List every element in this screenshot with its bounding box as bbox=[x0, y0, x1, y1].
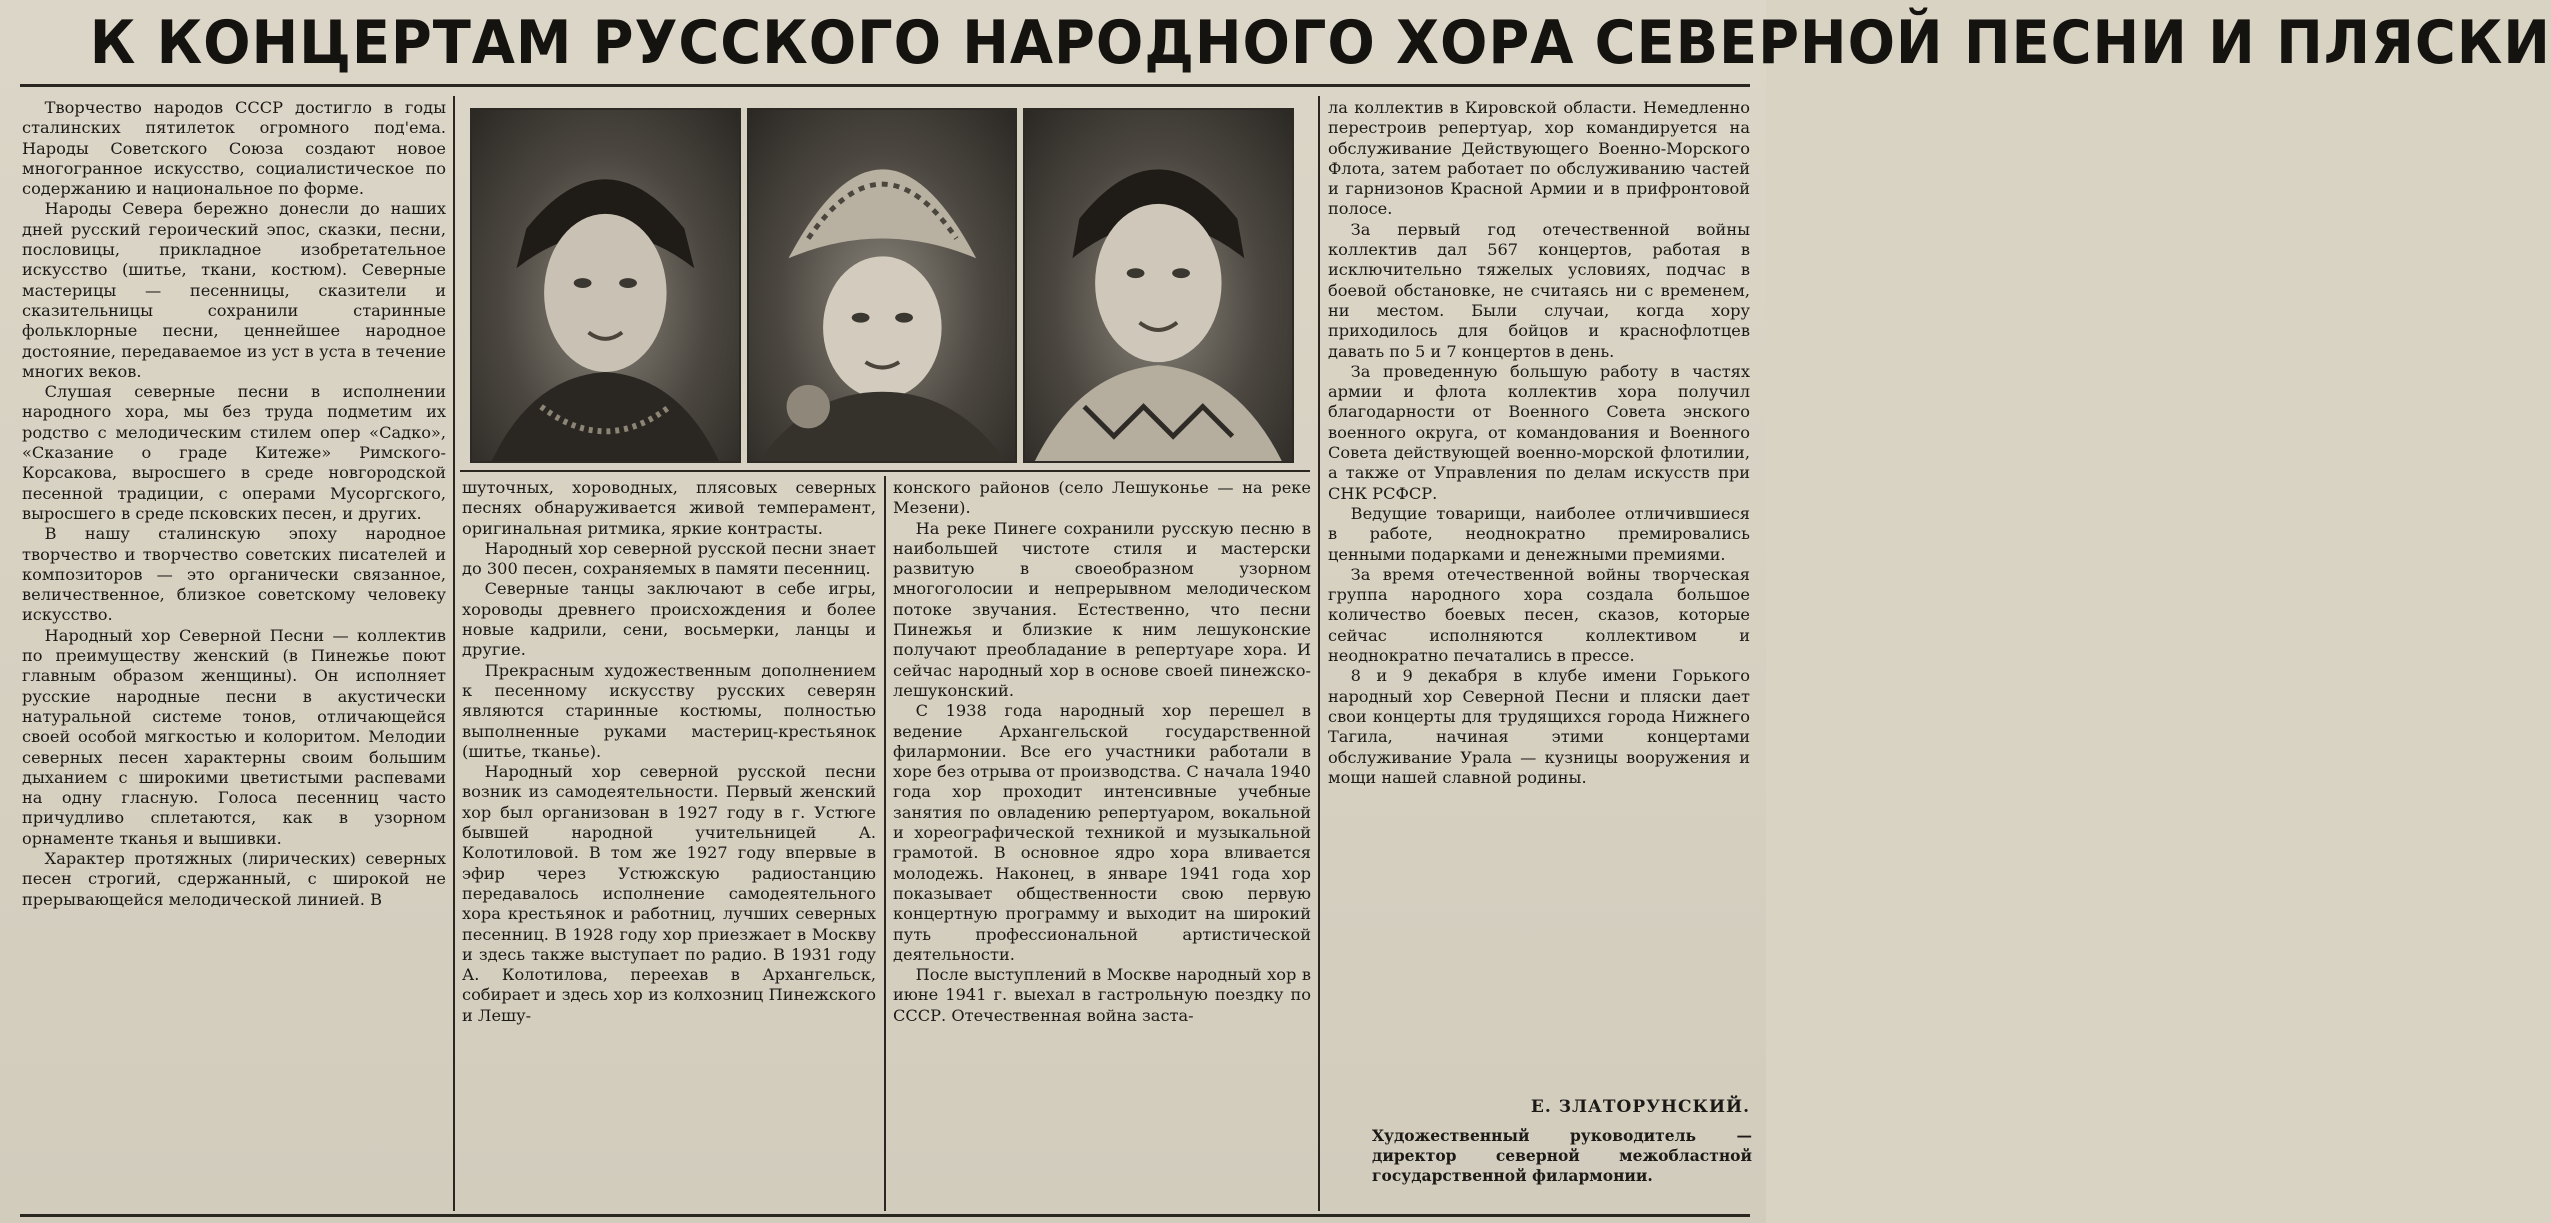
paragraph: Народный хор северной русской песни знает до 300 песен, сохраняемых в памяти песенниц. bbox=[462, 538, 876, 579]
photo-strip bbox=[470, 108, 1294, 463]
paragraph: На реке Пинеге сохранили русскую песню в наибольшей чистоте стиля и мастерски развитую в своеобразном узорном многоголосии и непрерывном мелодическом потоке звучания. Естественно, что песни Пинежья и близкие к ним лешуконские получают преобладание в репертуаре хора. И сейчас народный хор в основе своей пинежско-лешуконский. bbox=[893, 518, 1311, 700]
photo-bottom-rule bbox=[460, 470, 1310, 472]
paragraph: Характер протяжных (лирических) северных песен строгий, сдержанный, с широкой не прерывающейся мелодической линией. В bbox=[22, 848, 446, 909]
paragraph: Народы Севера бережно донесли до наших дней русский героический эпос, сказки, песни, пословицы, прикладное изобретательное искусство (шитье, ткани, костюм). Северные мастерицы — песенницы, сказители и сказительницы сохранили старинные фольклорные песни, ценнейшее народное достояние, передаваемое из уст в уста в течение многих веков. bbox=[22, 199, 446, 381]
singer-left-photo bbox=[470, 108, 741, 463]
paragraph: Северные танцы заключают в себе игры, хороводы древнего происхождения и более новые кадрили, сени, восьмерки, ланцы и другие. bbox=[462, 579, 876, 660]
column-rule-1 bbox=[453, 96, 455, 1211]
headline: К КОНЦЕРТАМ РУССКОГО НАРОДНОГО ХОРА СЕВЕРНОЙ ПЕСНИ И ПЛЯСКИ bbox=[89, 8, 2551, 78]
header-rule bbox=[20, 84, 1750, 87]
paragraph: Народный хор северной русской песни возник из самодеятельности. Первый женский хор был организован в 1927 году в г. Устюге бывшей народной учительницей А. Колотиловой. В том же 1927 году впервые в эфир через Устюжскую радиостанцию передавалось исполнение самодеятельного хора крестьянок и работниц, лучших северных песенниц. В 1928 году хор приезжает в Москву и здесь также выступает по радио. В 1931 году А. Колотилова, переехав в Архангельск, собирает и здесь хор из колхозниц Пинежского и Лешу- bbox=[462, 762, 876, 1025]
paragraph: Ведущие товарищи, наиболее отличившиеся в работе, неоднократно премировались ценными подарками и денежными премиями. bbox=[1328, 503, 1750, 564]
paragraph: В нашу сталинскую эпоху народное творчество и творчество советских писателей и композиторов — это органически связанное, величественное, близкое советскому человеку искусство. bbox=[22, 524, 446, 625]
article-column-3 bbox=[893, 478, 1311, 1212]
column-rule-2 bbox=[884, 476, 886, 1211]
column-rule-3 bbox=[1318, 96, 1320, 1211]
paragraph: конского районов (село Лешуконье — на реке Мезени). bbox=[893, 478, 1311, 518]
paragraph: шуточных, хороводных, плясовых северных песнях обнаруживается живой темперамент, оригинальная ритмика, яркие контрасты. bbox=[462, 478, 876, 538]
author-signature: Е. ЗЛАТОРУНСКИЙ. bbox=[1530, 1097, 1750, 1117]
footer-rule bbox=[20, 1214, 1750, 1217]
author-title: Художественный руководитель — директор северной межобластной государственной филармонии. bbox=[1372, 1126, 1752, 1185]
paragraph: За время отечественной войны творческая группа народного хора создала большое количество боевых песен, сказов, которые сейчас исполняются коллективом и неоднократно печатались в прессе. bbox=[1328, 564, 1750, 666]
paragraph: За первый год отечественной войны коллектив дал 567 концертов, работая в исключительно тяжелых условиях, подчас в боевой обстановке, не считаясь ни с временем, ни местом. Были случаи, когда хору приходилось для бойцов и краснофлотцев давать по 5 и 7 концертов в день. bbox=[1328, 219, 1750, 361]
paragraph: Прекрасным художественным дополнением к песенному искусству русских северян являются старинные костюмы, полностью выполненные руками мастериц-крестьянок (шитье, тканье). bbox=[462, 660, 876, 761]
singer-right-photo bbox=[1023, 108, 1294, 463]
paragraph: ла коллектив в Кировской области. Немедленно перестроив репертуар, хор командируется на обслуживание Действующего Военно-Морского Флота, затем работает по обслуживанию частей и гарнизонов Красной Армии и в прифронтовой полосе. bbox=[1328, 98, 1750, 219]
paragraph: Творчество народов СССР достигло в годы сталинских пятилеток огромного под'ема. Народы Советского Союза создают новое многогранное искусство, социалистическое по содержанию и национальное по форме. bbox=[22, 98, 446, 199]
paragraph: После выступлений в Москве народный хор в июне 1941 г. выехал в гастрольную поездку по СССР. Отечественная война заста- bbox=[893, 965, 1311, 1025]
article-column-4 bbox=[1328, 98, 1750, 1094]
article-column-1 bbox=[22, 98, 446, 1212]
paragraph: Народный хор Северной Песни — коллектив по преимуществу женский (в Пинежье поют главным образом женщины). Он исполняет русские народные песни в акустически натуральной системе тонов, отличающейся своей особой мягкостью и колоритом. Мелодии северных песен характерны своим большим дыханием с широкими цветистыми распевами на одну гласную. Голоса песенниц часто причудливо сплетаются, как в узорном орнаменте тканья и вышивки. bbox=[22, 625, 446, 848]
paragraph: С 1938 года народный хор перешел в ведение Архангельской государственной филармонии. Все его участники работали в хоре без отрыва от производства. С начала 1940 года хор проходит интенсивные учебные занятия по овладению репертуаром, вокальной и хореографической техникой и музыкальной грамотой. В основное ядро хора вливается молодежь. Наконец, в январе 1941 года хор показывает общественности свою первую концертную программу и выходит на широкий путь профессиональной артистической деятельности. bbox=[893, 701, 1311, 964]
article-column-2 bbox=[462, 478, 876, 1212]
paragraph: 8 и 9 декабря в клубе имени Горького народный хор Северной Песни и пляски дает свои концерты для трудящихся города Нижнего Тагила, начиная этими концертами обслуживание Урала — кузницы вооружения и мощи нашей славной родины. bbox=[1328, 666, 1750, 787]
paragraph: За проведенную большую работу в частях армии и флота коллектив хора получил благодарности от Военного Совета энского военного округа, от командования и Военного Совета действующей военно-морской флотилии, а также от Управления по делам искусств при СНК РСФСР. bbox=[1328, 361, 1750, 503]
paragraph: Слушая северные песни в исполнении народного хора, мы без труда подметим их родство с мелодическим стилем опер «Садко», «Сказание о граде Китеже» Римского-Корсакова, выросшего в среде новгородской песенной традиции, с операми Мусоргского, выросшего в среде псковских песен, и других. bbox=[22, 382, 446, 523]
singer-center-photo bbox=[747, 108, 1018, 463]
